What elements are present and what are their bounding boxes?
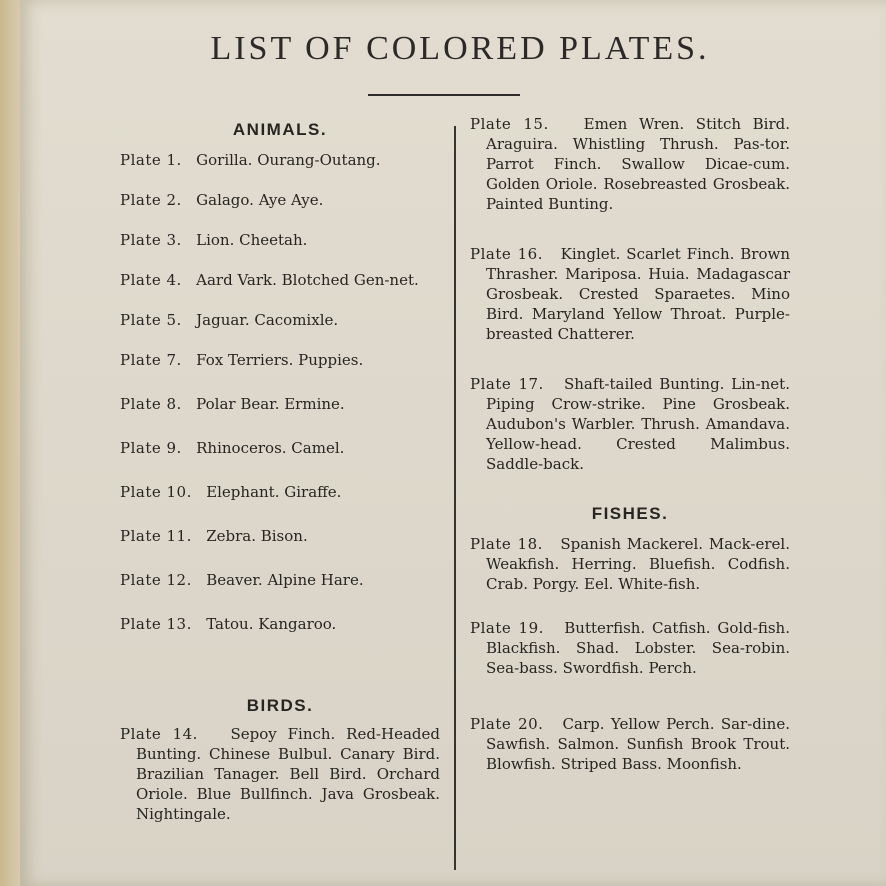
plate-text: Galago. Aye Aye. (196, 191, 324, 209)
list-item (120, 614, 440, 634)
plate-text: Rhinoceros. Camel. (196, 439, 345, 457)
plate-label: Plate 17. (470, 375, 544, 393)
list-item (120, 724, 440, 824)
plate-label: Plate 13. (120, 615, 192, 633)
plate-label: Plate 11. (120, 527, 192, 545)
plate-text: Aard Vark. Blotched Gen-net. (196, 271, 419, 289)
plate-text: Butterfish. Catfish. Gold-fish. Blackfish. Shad. Lobster. Sea-robin. Sea-bass. Swordfish. Perch. (486, 619, 790, 677)
plate-label: Plate 15. (470, 115, 549, 133)
plate-text: Elephant. Giraffe. (206, 483, 342, 501)
plate-text: Gorilla. Ourang-Outang. (196, 151, 381, 169)
plate-text: Lion. Cheetah. (196, 231, 308, 249)
list-item (120, 482, 440, 502)
plate-label: Plate 4. (120, 271, 182, 289)
plate-text: Zebra. Bison. (206, 527, 308, 545)
plate-text: Shaft-tailed Bunting. Lin-net. Piping Crow-strike. Pine Grosbeak. Audubon's Warbler. Thrush. Amandava. Yellow-head. Crested Malimbus. Saddle-back. (486, 375, 790, 473)
list-item (120, 526, 440, 546)
list-item (120, 230, 440, 250)
left-column (120, 120, 440, 824)
plate-label: Plate 7. (120, 351, 182, 369)
plate-label: Plate 10. (120, 483, 192, 501)
plate-text: Tatou. Kangaroo. (206, 615, 337, 633)
plate-label: Plate 20. (470, 715, 544, 733)
plate-text: Spanish Mackerel. Mack-erel. Weakfish. Herring. Bluefish. Codfish. Crab. Porgy. Eel. White-fish. (486, 535, 790, 593)
section-heading-animals: ANIMALS. (232, 120, 328, 139)
column-divider (454, 126, 456, 870)
list-item (470, 114, 790, 214)
plate-label: Plate 16. (470, 245, 543, 263)
list-item (120, 150, 440, 170)
plate-text: Fox Terriers. Puppies. (196, 351, 364, 369)
plate-text: Sepoy Finch. Red-Headed Bunting. Chinese Bulbul. Canary Bird. Brazilian Tanager. Bell Bird. Orchard Oriole. Blue Bullfinch. Java Grosbeak. Nightingale. (136, 725, 440, 823)
right-column (470, 114, 790, 774)
list-item (120, 270, 440, 290)
list-item (470, 374, 790, 474)
book-edge (0, 0, 22, 886)
plate-text: Polar Bear. Ermine. (196, 395, 345, 413)
list-item (120, 438, 440, 458)
section-heading-birds: BIRDS. (246, 696, 314, 715)
section-heading-fishes: FISHES. (591, 504, 669, 523)
plate-label: Plate 19. (470, 619, 544, 637)
plate-label: Plate 8. (120, 395, 182, 413)
plate-text: Kinglet. Scarlet Finch. Brown Thrasher. Mariposa. Huia. Madagascar Grosbeak. Crested Sparaetes. Mino Bird. Maryland Yellow Throat. Purple-breasted Chatterer. (486, 245, 790, 343)
plate-label: Plate 3. (120, 231, 182, 249)
plate-text: Jaguar. Cacomixle. (196, 311, 339, 329)
page-title: LIST OF COLORED PLATES. (210, 30, 710, 67)
plate-text: Emen Wren. Stitch Bird. Araguira. Whistling Thrush. Pas-tor. Parrot Finch. Swallow Dicae-cum. Golden Oriole. Rosebreasted Grosbeak. Painted Bunting. (486, 115, 790, 213)
list-item (470, 618, 790, 678)
list-item (470, 534, 790, 594)
list-item (120, 190, 440, 210)
plate-label: Plate 12. (120, 571, 192, 589)
plate-label: Plate 9. (120, 439, 182, 457)
plate-label: Plate 18. (470, 535, 543, 553)
list-item (120, 350, 440, 370)
list-item (120, 570, 440, 590)
page (20, 0, 886, 886)
title-rule (368, 94, 520, 96)
list-item (120, 394, 440, 414)
plate-text: Carp. Yellow Perch. Sar-dine. Sawfish. Salmon. Sunfish Brook Trout. Blowfish. Striped Bass. Moonfish. (486, 715, 790, 773)
plate-text: Beaver. Alpine Hare. (206, 571, 364, 589)
list-item (470, 714, 790, 774)
plate-label: Plate 1. (120, 151, 182, 169)
list-item (470, 244, 790, 344)
list-item (120, 310, 440, 330)
plate-label: Plate 14. (120, 725, 198, 743)
plate-label: Plate 5. (120, 311, 182, 329)
plate-label: Plate 2. (120, 191, 182, 209)
